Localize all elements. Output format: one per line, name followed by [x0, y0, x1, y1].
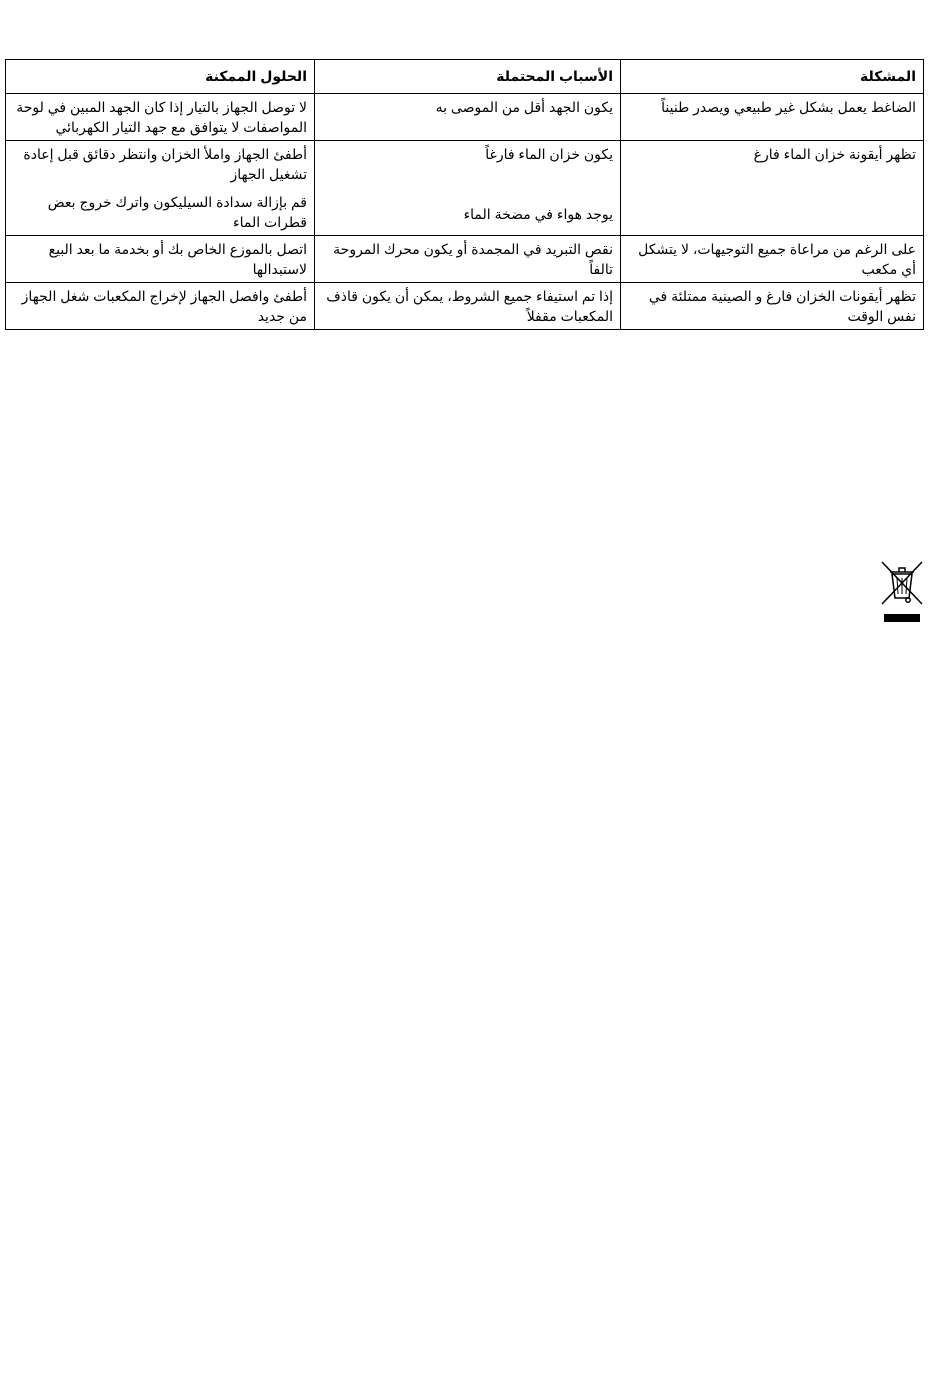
table-row	[6, 141, 924, 236]
table-row	[6, 283, 924, 330]
solution-cell	[6, 141, 315, 236]
cause-cell	[315, 236, 621, 283]
solution-text: أطفئ الجهاز واملأ الخزان وانتظر دقائق قبل إعادة تشغيل الجهاز	[23, 146, 307, 182]
table-header-row	[6, 60, 924, 94]
problem-cell: على الرغم من مراعاة جميع التوجيهات، لا يتشكل أي مكعب	[621, 236, 924, 283]
crossed-out-wheelie-bin-icon	[880, 558, 924, 624]
troubleshooting-table	[5, 59, 924, 330]
solution-text: قم بإزالة سدادة السيليكون واترك خروج بعض قطرات الماء	[47, 194, 307, 230]
solution-cell	[6, 236, 315, 283]
problem-cell: تظهر أيقونات الخزان فارغ و الصينية ممتلئة في نفس الوقت	[621, 283, 924, 330]
solution-cell	[6, 94, 315, 141]
header-cause: الأسباب المحتملة	[315, 60, 621, 94]
header-solution: الحلول الممكنة	[6, 60, 315, 94]
problem-cell: الضاغط يعمل بشكل غير طبيعي ويصدر طنيناً	[621, 94, 924, 141]
cause-text: إذا تم استيفاء جميع الشروط، يمكن أن يكون قاذف المكعبات مقفلاً	[326, 288, 613, 324]
cause-cell	[315, 141, 621, 236]
cause-text: يكون الجهد أقل من الموصى به	[435, 99, 613, 115]
solution-text: لا توصل الجهاز بالتيار إذا كان الجهد المبين في لوحة المواصفات لا يتوافق مع جهد التيار الكهربائي	[16, 99, 307, 135]
solution-cell	[6, 283, 315, 330]
header-problem: المشكلة	[621, 60, 924, 94]
table-row	[6, 236, 924, 283]
solution-text: اتصل بالموزع الخاص بك أو بخدمة ما بعد البيع لاستبدالها	[48, 241, 307, 277]
cause-cell	[315, 94, 621, 141]
cause-text: يوجد هواء في مضخة الماء	[463, 206, 613, 222]
cause-cell	[315, 283, 621, 330]
table-row	[6, 94, 924, 141]
problem-cell: تظهر أيقونة خزان الماء فارغ	[621, 141, 924, 236]
cause-text: نقص التبريد في المجمدة أو يكون محرك المروحة تالفاً	[333, 241, 613, 277]
cause-text: يكون خزان الماء فارغاً	[485, 146, 613, 162]
solution-text: أطفئ وافصل الجهاز لإخراج المكعبات شغل الجهاز من جديد	[21, 288, 307, 324]
